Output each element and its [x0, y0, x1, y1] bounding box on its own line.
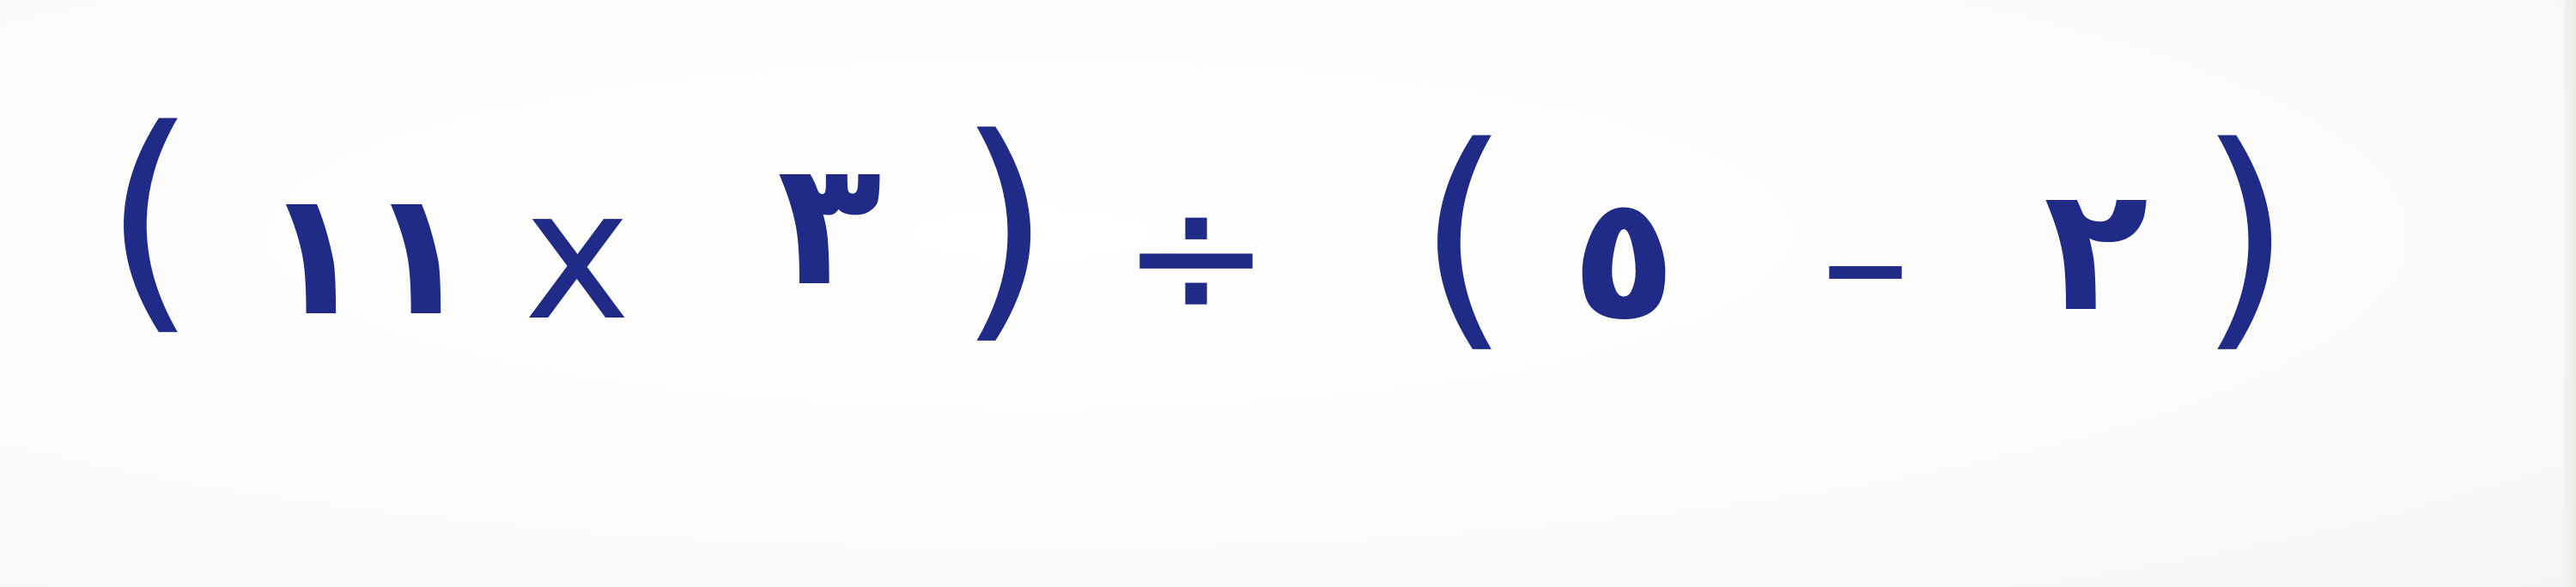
number-five: ٥ [1571, 159, 1677, 359]
open-paren-1: ( [103, 78, 197, 358]
minus-sign: – [1820, 154, 1911, 365]
divide-sign: ÷ [1121, 150, 1272, 360]
close-paren-2: ) [2198, 95, 2293, 375]
number-eleven: ١١ [262, 154, 472, 354]
number-two: ٢ [2044, 150, 2149, 350]
close-paren-1: ) [957, 87, 1052, 366]
number-three: ٣ [777, 124, 883, 324]
multiply-sign: x [524, 150, 631, 360]
open-paren-2: ( [1417, 95, 1511, 375]
